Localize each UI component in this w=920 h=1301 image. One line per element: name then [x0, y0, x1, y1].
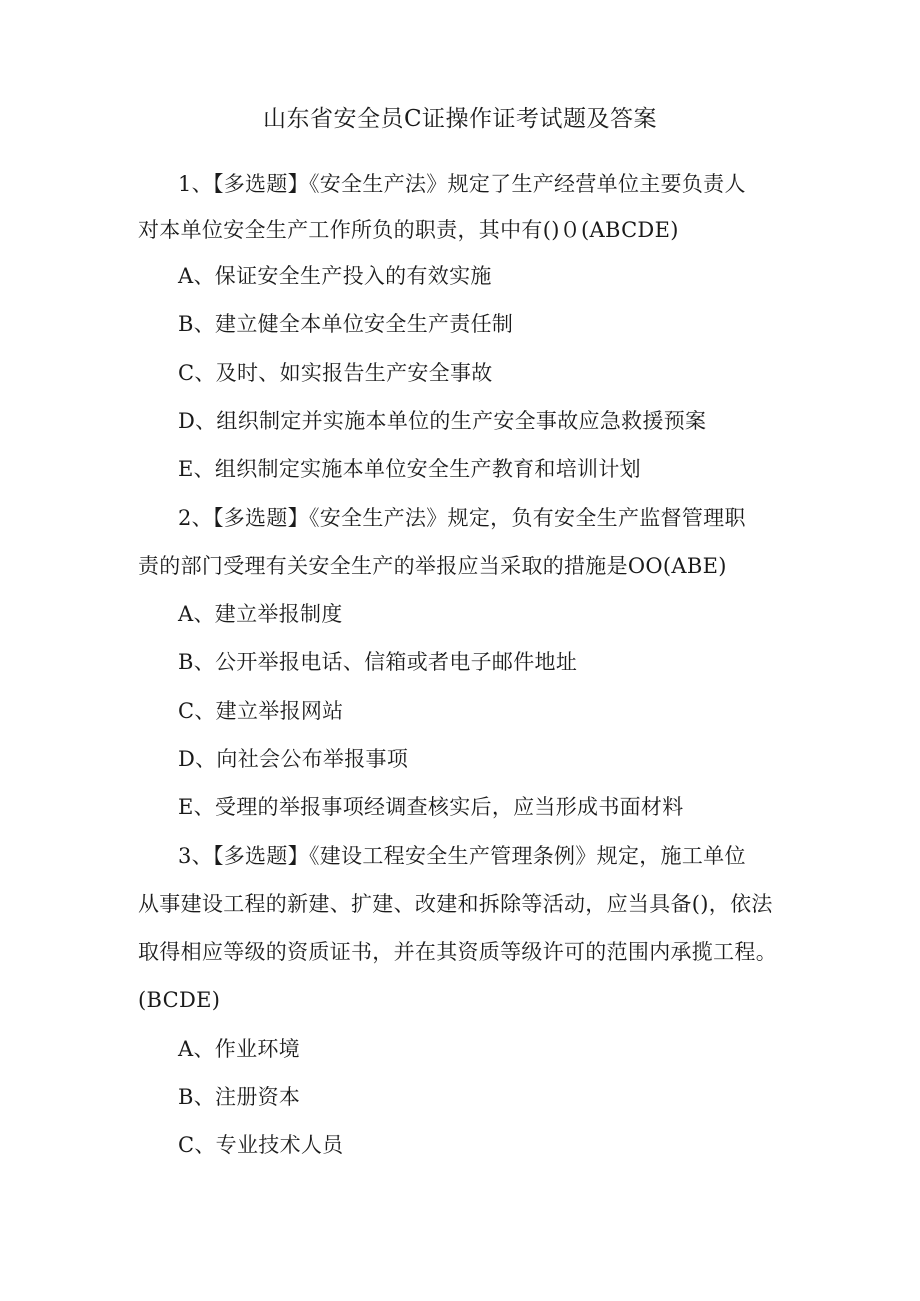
question-1-option-a: A、保证安全生产投入的有效实施: [178, 264, 492, 288]
question-1-stem: 1、【多选题】《安全生产法》规定了生产经营单位主要负责人: [178, 172, 746, 196]
question-2-option-a: A、建立举报制度: [178, 602, 343, 626]
question-1-stem-cont: 对本单位安全生产工作所负的职责，其中有()０(ABCDE): [138, 218, 679, 242]
question-3-option-a: A、作业环境: [178, 1037, 300, 1061]
question-2-stem-cont: 责的部门受理有关安全生产的举报应当采取的措施是OO(ABE): [138, 554, 727, 578]
question-3-answer: (BCDE): [138, 988, 221, 1012]
question-1-option-e: E、组织制定实施本单位安全生产教育和培训计划: [178, 457, 641, 481]
question-2-stem: 2、【多选题】《安全生产法》规定，负有安全生产监督管理职: [178, 506, 746, 530]
question-2-option-d: D、向社会公布举报事项: [178, 747, 409, 771]
question-3-stem-cont-1: 从事建设工程的新建、扩建、改建和拆除等活动，应当具备()，依法: [138, 892, 773, 916]
document-title: 山东省安全员C证操作证考试题及答案: [262, 106, 658, 132]
question-1-option-d: D、组织制定并实施本单位的生产安全事故应急救援预案: [178, 409, 707, 433]
question-3-option-c: C、专业技术人员: [178, 1133, 344, 1157]
question-3-stem-cont-2: 取得相应等级的资质证书，并在其资质等级许可的范围内承揽工程。: [138, 940, 777, 964]
question-1-option-b: B、建立健全本单位安全生产责任制: [178, 312, 514, 336]
question-2-option-e: E、受理的举报事项经调查核实后，应当形成书面材料: [178, 795, 684, 819]
question-2-option-c: C、建立举报网站: [178, 699, 344, 723]
question-2-option-b: B、公开举报电话、信箱或者电子邮件地址: [178, 650, 578, 674]
question-3-stem: 3、【多选题】《建设工程安全生产管理条例》规定，施工单位: [178, 844, 746, 868]
question-1-option-c: C、及时、如实报告生产安全事故: [178, 361, 493, 385]
question-3-option-b: B、注册资本: [178, 1085, 301, 1109]
